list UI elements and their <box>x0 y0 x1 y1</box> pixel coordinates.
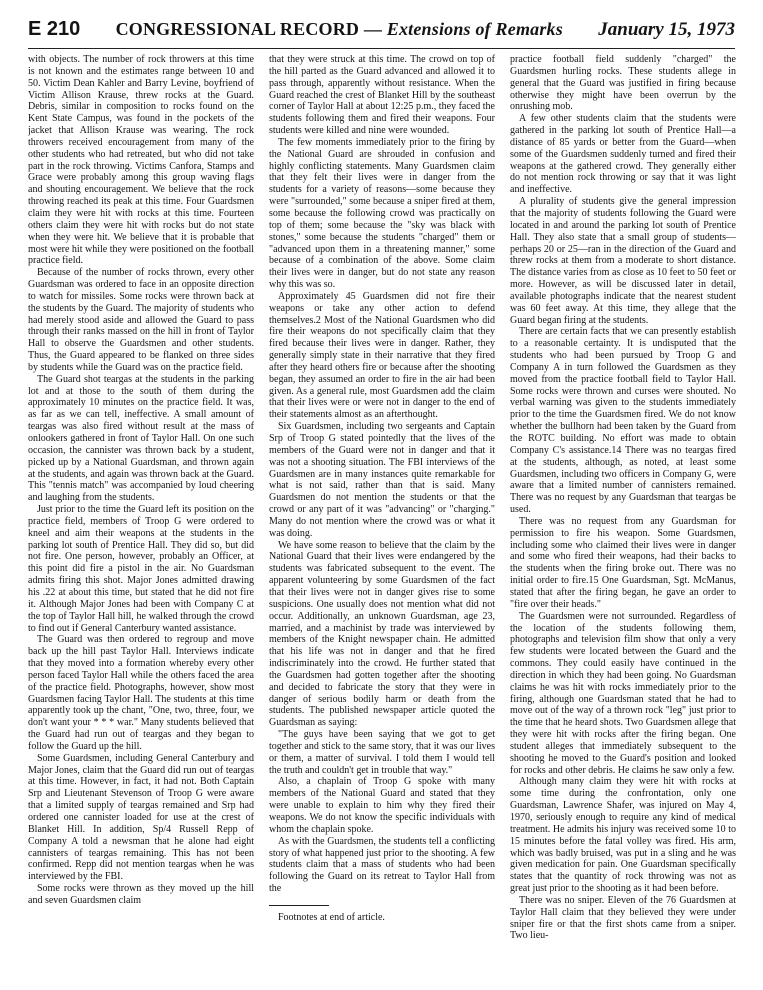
column-2 <box>269 54 495 974</box>
paragraph: that they were struck at this time. The crowd on top of the hill parted as the Guard advanced and allowed it to pass through, apparently without resistance. When the Guard reached the crest of Blanket Hill by the southeast corner of Taylor Hall at about 12:25 p.m., they faced the students following them and fired their weapons. Four students were killed and nine were wounded. <box>269 54 495 137</box>
page-number: E 210 <box>28 18 81 40</box>
section-name: Extensions of Remarks <box>386 19 563 39</box>
footnote-note: Footnotes at end of article. <box>278 911 385 923</box>
title-separator: — <box>359 19 387 39</box>
text-columns <box>28 54 736 974</box>
running-title <box>116 19 563 40</box>
column-1 <box>28 54 254 974</box>
paragraph: Because of the number of rocks thrown, every other Guardsman was ordered to face in an opposite direction to watch for missiles. Some rocks were thrown back at the students by the Guard. The majority of students who had merely stood aside and allowed the Guard to pass through their ranks massed on the hill in front of Taylor Hall to observe the Guardsmen and other students. Thus, the Guard appeared to be flanked on three sides by students while the Guard was on the practice field. <box>28 267 254 373</box>
paragraph: Six Guardsmen, including two sergeants and Captain Srp of Troop G stated pointedly that the lives of the members of the Guard were not in danger and that it was not a shooting situation. The FBI interviews of the Guardsmen are in many instances quite remarkable for what is not said, rather than that is said. Many Guardsmen do not mention the students or that the crowd or any part of it was "advancing" or "charging." Many do not mention where the crowd was or what it was doing. <box>269 421 495 539</box>
issue-date: January 15, 1973 <box>598 19 735 40</box>
paragraph: The Guardsmen were not surrounded. Regardless of the location of the students following them, photographs and television film show that only a very few students were located between the Guard and the commons. They could easily have continued in the direction in which they had been going. No Guardsman claims he was hit with rocks immediately prior to the firing, although one Guardsman stated that he had to move out of the way of a thrown rock "leg" just prior to the time that he heard shots. Two Guardsmen allege that they were hit with rocks after the firing began. One student alleges that immediately subsequent to the shooting he moved to the Guard's position and looked for rocks and other debris. He claims he saw only a few. <box>510 610 736 776</box>
column-3 <box>510 54 736 974</box>
paragraph: We have some reason to believe that the claim by the National Guard that their lives were endangered by the students was fabricated subsequent to the event. The apparent volunteering by some Guardsmen of the fact that their lives were not in danger gives rise to some suspicions. One usually does not mention what did not occur. Additionally, an unknown Guardsman, age 23, married, and a machinist by trade was interviewed by members of the Knight newspaper chain. He admitted that his life was not in danger and that he fired indiscriminately into the crowd. He further stated that the Guardsmen had gotten together after the shooting and decided to fabricate the story that they were in danger of serious bodily harm or death from the students. The published newspaper article quoted the Guardsman as saying: <box>269 539 495 729</box>
paragraph: The few moments immediately prior to the firing by the National Guard are shrouded in confusion and highly conflicting statements. Many Guardsmen claim that they felt their lives were in danger from the students for a variety of reasons—some because they were "surrounded," some because a sniper fired at them, some because the following crowd was practically on top of them; some because the "sky was black with stones," some because the students "charged" them or "advanced upon them in a threatening manner," some because of a combination of the above. Some claim their lives were in danger, but do not state any reason why this was so. <box>269 136 495 291</box>
paragraph: Although many claim they were hit with rocks at some time during the confrontation, only one Guardsman, Lawrence Shafer, was injured on May 4, 1970, seriously enough to require any kind of medical treatment. He admits his injury was received some 10 to 15 minutes before the fatal volley was fired. His arm, which was badly bruised, was put in a sling and he was given medication for pain. One Guardsman specifically states that the quantity of rock throwing was not as great just prior to the shooting as it had been before. <box>510 776 736 895</box>
publication-name: CONGRESSIONAL RECORD <box>115 19 360 39</box>
paragraph: A plurality of students give the general impression that the majority of students following the Guard were located in and around the parking lot south of Prentice Hall. They also state that a small group of students—perhaps 20 or 25—ran in the direction of the Guard and threw rocks at them from a moderate to short distance. The distance varies from as close as 10 feet to 50 feet or more. However, as will be discussed later in detail, available photographs indicate that the nearest student was 60 feet away. At this time, they allege that the Guard began firing at the students. <box>510 196 736 326</box>
header-rule <box>28 48 735 49</box>
paragraph: Some Guardsmen, including General Canterbury and Major Jones, claim that the Guard did run out of teargas at this time. However, in fact, it had not. Both Captain Srp and Lieutenant Stevenson of Troop G were aware that a limited supply of teargas remained and Srp had ordered one cannister loaded for use at the crest of Blanket Hill. In addition, Sp/4 Russell Repp of Company A told a newsman that he alone had eight cannisters of teargas remaining. This has not been confirmed. Repp did not mention teargas when he was interviewed by the FBI. <box>28 752 254 883</box>
footnote-rule <box>269 905 329 906</box>
paragraph: There was no sniper. Eleven of the 76 Guardsmen at Taylor Hall claim that they believed they were under sniper fire or that the first shots came from a sniper. Two lieu- <box>510 894 736 942</box>
paragraph: Just prior to the time the Guard left its position on the practice field, members of Troop G were ordered to kneel and aim their weapons at the students in the parking lot south of Prentice Hall. They did so, but did not fire. One person, however, probably an Officer, at this point did fire a pistol in the air. No Guardsman admits firing this shot. Major Jones admitted drawing his .22 at about this time, but stated that he did not fire it. Although Major Jones had been with Company C at the top of Taylor Hall hill, he walked through the crowd to find out if General Canterbury wanted assistance. <box>28 504 254 634</box>
paragraph: Some rocks were thrown as they moved up the hill and seven Guardsmen claim <box>28 883 254 906</box>
paragraph: Approximately 45 Guardsmen did not fire their weapons or take any other action to defend themselves.2 Most of the National Guardsmen who did fire their weapons do not specifically claim that they fired because their lives were in danger. Rather, they generally simply state in their narrative that they fired after they heard others fire or because after the shooting began, they assumed an order to fire in the air had been given. As a general rule, most Guardsmen add the claim that their lives were or were not in danger to the end of their statements almost as an afterthought. <box>269 290 495 421</box>
paragraph: with objects. The number of rock throwers at this time is not known and the estimates range between 10 and 50. Victim Dean Kahler and Barry Levine, boyfriend of Victim Allison Krause, threw rocks at the Guard. Debris, similar in composition to rocks found on the Kent State Campus, was found in the pockets of the jacket that Allison Krause was wearing. The rock throwers received encouragement from many of the other students who had retreated, but who did not take part in the rock throwing. Victims Canfora, Stamps and Grace were probably among this group waving flags and shouting encouragement. We believe that the rock throwing reached its peak at this time. Four Guardsmen claim they were hit with rocks at this time. Fourteen others claim they were hit with rocks but do not state when they were hit. We believe that it is probable that most were hit while they were positioned on the football practice field. <box>28 54 254 267</box>
paragraph: Also, a chaplain of Troop G spoke with many members of the National Guard and stated that they were unable to explain to him why they fired their weapons. We do not know the specific individuals with whom the chaplain spoke. <box>269 776 495 835</box>
paragraph: There are certain facts that we can presently establish to a reasonable certainty. It is undisputed that the students who had been pursued by Troop G and Company A in turn followed the Guardsmen as they moved from the practice football field to Taylor Hall. Some rocks were thrown and curses were shouted. No verbal warning was given to the students immediately prior to the time the Guardsmen fired. We do not know whether the bullhorn had been taken by the Guard from the ROTC building. No effort was made to obtain Company C's assistance.14 There was no teargas fired at the students, although, as noted, at least some Guardsmen, including two officers in Company G, were aware that a limited number of cannisters remained. There was no request by any Guardsman that teargas be used. <box>510 326 736 516</box>
paragraph: The Guard shot teargas at the students in the parking lot and at those to the south of them during the approximately 10 minutes on the practice field. It was, as far as we can tell, ineffective. A small amount of teargas was also fired without result at the mass of onlookers gathered in front of Taylor Hall. On one such occasion, the cannister was thrown back by a student, picked up by a National Guardsman, and thrown again at the students, and again was thrown back at the Guard. This "tennis match" was accompanied by loud cheering and laughing from the students. <box>28 373 254 504</box>
paragraph: The Guard was then ordered to regroup and move back up the hill past Taylor Hall. Interviews indicate that they moved into a formation whereby every other person faced Taylor Hall while the others faced the area of the practice field. Photographs, however, show most Guardsmen facing Taylor Hall. The students at this time apparently took up the chant, "One, two, three, four, we don't want your * * * war." Many students believed that the Guard had run out of teargas and they began to follow the Guard up the hill. <box>28 634 254 752</box>
paragraph: As with the Guardsmen, the students tell a conflicting story of what happened just prior to the shooting. A few students claim that a mass of students who had been following the Guard on its retreat to Taylor Hall from the <box>269 835 495 895</box>
page-header <box>28 18 735 44</box>
paragraph: There was no request from any Guardsman for permission to fire his weapon. Some Guardsmen, including some who claimed their lives were in danger and some who fired their weapons, had their backs to the students when the firing broke out. There was no initial order to fire.15 One Guardsman, Sgt. McManus, stated that after the firing began, he gave an order to "fire over their heads." <box>510 515 736 610</box>
paragraph: A few other students claim that the students were gathered in the parking lot south of Prentice Hall—a distance of 85 yards or better from the Guard—when some of the Guardsmen suddenly turned and fired their weapons at the gathered crowd. They generally either do not mention rock throwing or say that it was light and ineffective. <box>510 113 736 196</box>
paragraph: "The guys have been saying that we got to get together and stick to the same story, that it was our lives or them, a matter of survival. I told them I would tell the truth and couldn't get in trouble that way." <box>269 729 495 776</box>
paragraph: practice football field suddenly "charged" the Guardsmen hurling rocks. These students allege in general that the Guard was justified in firing because otherwise they might have been overrun by the onrushing mob. <box>510 54 736 113</box>
